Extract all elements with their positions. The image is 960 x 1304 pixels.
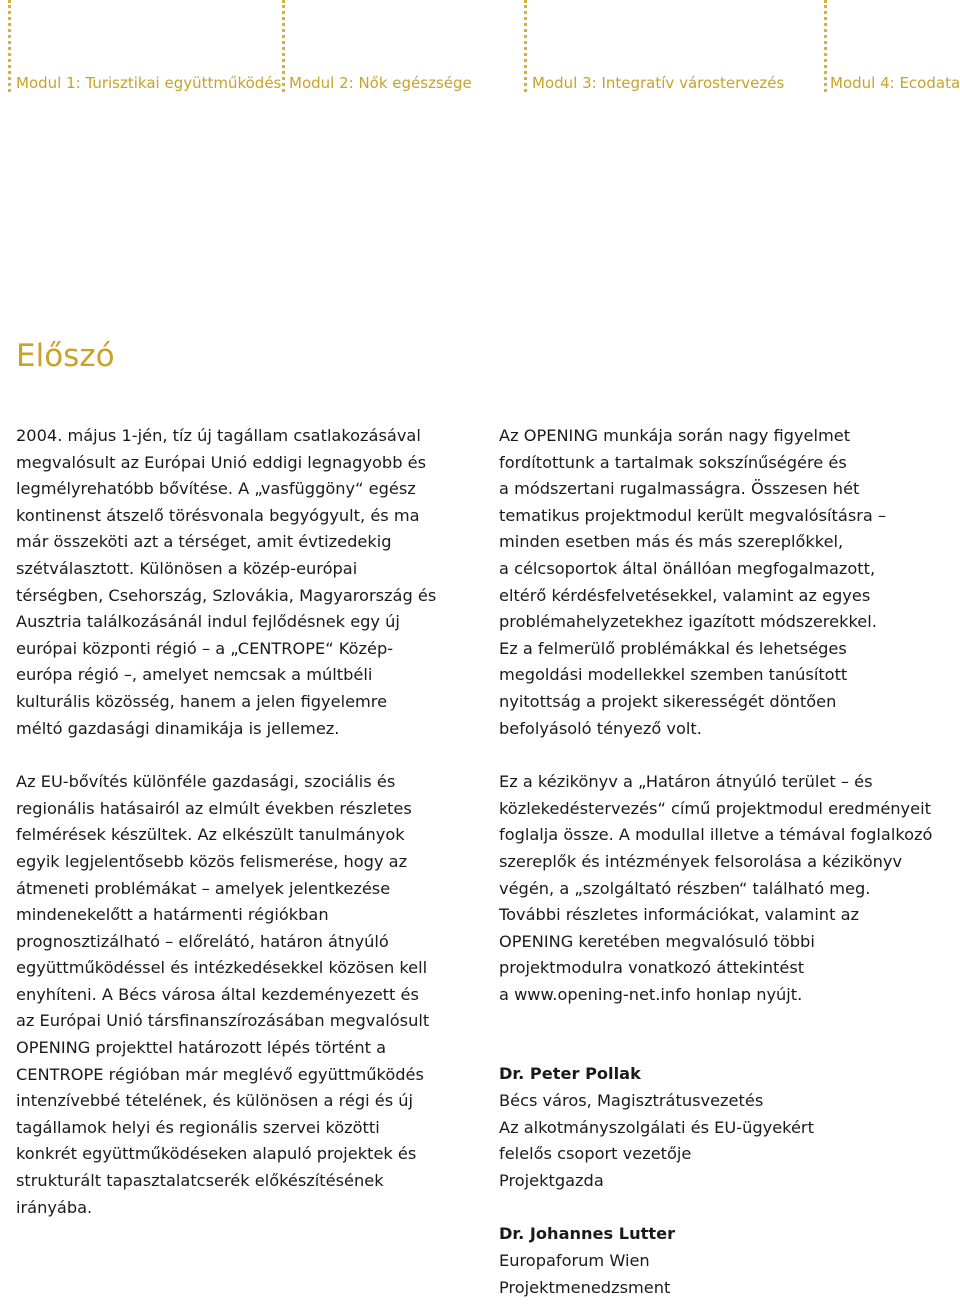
signature-lutter bbox=[499, 1221, 959, 1301]
opening-paragraph bbox=[499, 423, 959, 742]
text-line: európa régió –, amelyet nemcsak a múltbéli bbox=[16, 665, 373, 685]
signature-pollak bbox=[499, 1061, 959, 1194]
text-line: szétválasztott. Különösen a közép-európai bbox=[16, 558, 358, 578]
text-line: CENTROPE régióban már meglévő együttműködés bbox=[16, 1064, 424, 1084]
signatory-line: Bécs város, Magisztrátusvezetés bbox=[499, 1091, 764, 1111]
text-line: foglalja össze. A modullal illetve a témával foglalkozó bbox=[499, 825, 933, 845]
text-line: minden esetben más és más szereplőkkel, bbox=[499, 532, 844, 552]
text-line: 2004. május 1-jén, tíz új tagállam csatlakozásával bbox=[16, 426, 421, 445]
signatory-line: Az alkotmányszolgálati és EU-ügyekért bbox=[499, 1117, 814, 1137]
text-line: európai központi régió – a „CENTROPE“ Közép- bbox=[16, 638, 394, 658]
text-line: megoldási modellekkel szemben tanúsított bbox=[499, 665, 848, 685]
text-line: végén, a „szolgáltató részben“ található meg. bbox=[499, 878, 871, 898]
module-divider bbox=[8, 0, 11, 92]
text-line: az Európai Unió társfinanszírozásában megvalósult bbox=[16, 1011, 430, 1031]
text-line: Az EU-bővítés különféle gazdasági, szociális és bbox=[16, 772, 396, 792]
text-line: legmélyrehatóbb bővítése. A „vasfüggöny“ egész bbox=[16, 479, 416, 499]
module-1-label: Modul 1: Turisztikai együttműködés bbox=[16, 74, 282, 92]
text-line: OPENING keretében megvalósuló többi bbox=[499, 931, 815, 951]
text-line: megvalósult az Európai Unió eddigi legnagyobb és bbox=[16, 452, 427, 472]
module-2-label: Modul 2: Nők egészsége bbox=[289, 74, 472, 92]
text-line: strukturált tapasztalatcserék előkészítésének bbox=[16, 1171, 384, 1191]
handbook-paragraph bbox=[499, 769, 959, 1008]
intro-paragraph bbox=[16, 423, 486, 742]
signatory-name: Dr. Peter Pollak bbox=[499, 1064, 641, 1084]
text-line: kontinenst átszelő törésvonala begyógyult, és ma bbox=[16, 505, 420, 525]
text-line: fordítottunk a tartalmak sokszínűségére és bbox=[499, 452, 847, 472]
text-line: eltérő kérdésfelvetésekkel, valamint az egyes bbox=[499, 585, 871, 605]
eu-enlargement-paragraph bbox=[16, 769, 486, 1221]
text-line: felmérések készültek. Az elkészült tanulmányok bbox=[16, 825, 405, 845]
module-divider bbox=[824, 0, 827, 92]
text-line: konkrét együttműködéseken alapuló projektek és bbox=[16, 1144, 417, 1164]
module-4-label: Modul 4: Ecodata bbox=[830, 74, 960, 92]
text-line: már összeköti azt a térséget, amit évtizedekig bbox=[16, 532, 392, 552]
text-line: enyhíteni. A Bécs városa által kezdeményezett és bbox=[16, 984, 419, 1004]
text-line: egyik legjelentősebb közös felismerése, hogy az bbox=[16, 851, 408, 871]
text-line: szereplők és intézmények felsorolása a kézikönyv bbox=[499, 851, 903, 871]
text-line: OPENING projekttel határozott lépés történt a bbox=[16, 1038, 387, 1058]
text-line: prognosztizálható – előrelátó, határon átnyúló bbox=[16, 931, 389, 951]
signatory-line: Projektgazda bbox=[499, 1170, 604, 1190]
text-line: problémahelyzetekhez igazított módszerekkel. bbox=[499, 612, 877, 632]
text-line: További részletes információkat, valamint az bbox=[499, 905, 859, 925]
text-line: regionális hatásairól az elmúlt években részletes bbox=[16, 798, 412, 818]
text-line: mindenekelőtt a határmenti régiókban bbox=[16, 905, 329, 925]
text-line: nyitottság a projekt sikerességét döntően bbox=[499, 691, 837, 711]
text-line: befolyásoló tényező volt. bbox=[499, 718, 702, 738]
page-title: Előszó bbox=[16, 338, 115, 374]
module-divider bbox=[524, 0, 527, 92]
text-line: térségben, Csehország, Szlovákia, Magyarország és bbox=[16, 585, 437, 605]
text-line: kulturális közösség, hanem a jelen figyelemre bbox=[16, 691, 388, 711]
text-line: tagállamok helyi és regionális szervei közötti bbox=[16, 1117, 380, 1137]
text-line: a módszertani rugalmasságra. Összesen hét bbox=[499, 479, 860, 499]
module-divider bbox=[282, 0, 285, 92]
text-line: a www.opening-net.info honlap nyújt. bbox=[499, 984, 803, 1004]
text-line: méltó gazdasági dinamikája is jellemez. bbox=[16, 718, 340, 738]
text-line: Ausztria találkozásánál indul fejlődésnek egy új bbox=[16, 612, 400, 632]
text-line: projektmodulra vonatkozó áttekintést bbox=[499, 958, 805, 978]
signatory-line: Europaforum Wien bbox=[499, 1251, 650, 1271]
signatory-line: Projektmenedzsment bbox=[499, 1277, 671, 1297]
text-line: együttműködéssel és intézkedésekkel közösen kell bbox=[16, 958, 428, 978]
text-line: intenzívebbé tételének, és különösen a régi és új bbox=[16, 1091, 414, 1111]
text-line: közlekedéstervezés“ című projektmodul eredményeit bbox=[499, 798, 931, 818]
text-line: Az OPENING munkája során nagy figyelmet bbox=[499, 426, 851, 445]
signatory-line: felelős csoport vezetője bbox=[499, 1144, 692, 1164]
text-line: irányába. bbox=[16, 1197, 93, 1217]
signatory-name: Dr. Johannes Lutter bbox=[499, 1224, 676, 1244]
text-line: átmeneti problémákat – amelyek jelentkezése bbox=[16, 878, 391, 898]
left-column bbox=[16, 423, 486, 1221]
right-column bbox=[499, 423, 959, 1301]
text-line: Ez a felmerülő problémákkal és lehetséges bbox=[499, 638, 847, 658]
module-3-label: Modul 3: Integratív várostervezés bbox=[532, 74, 785, 92]
text-line: tematikus projektmodul került megvalósításra – bbox=[499, 505, 887, 525]
text-line: a célcsoportok által önállóan megfogalmazott, bbox=[499, 558, 876, 578]
text-line: Ez a kézikönyv a „Határon átnyúló terület – és bbox=[499, 772, 873, 792]
